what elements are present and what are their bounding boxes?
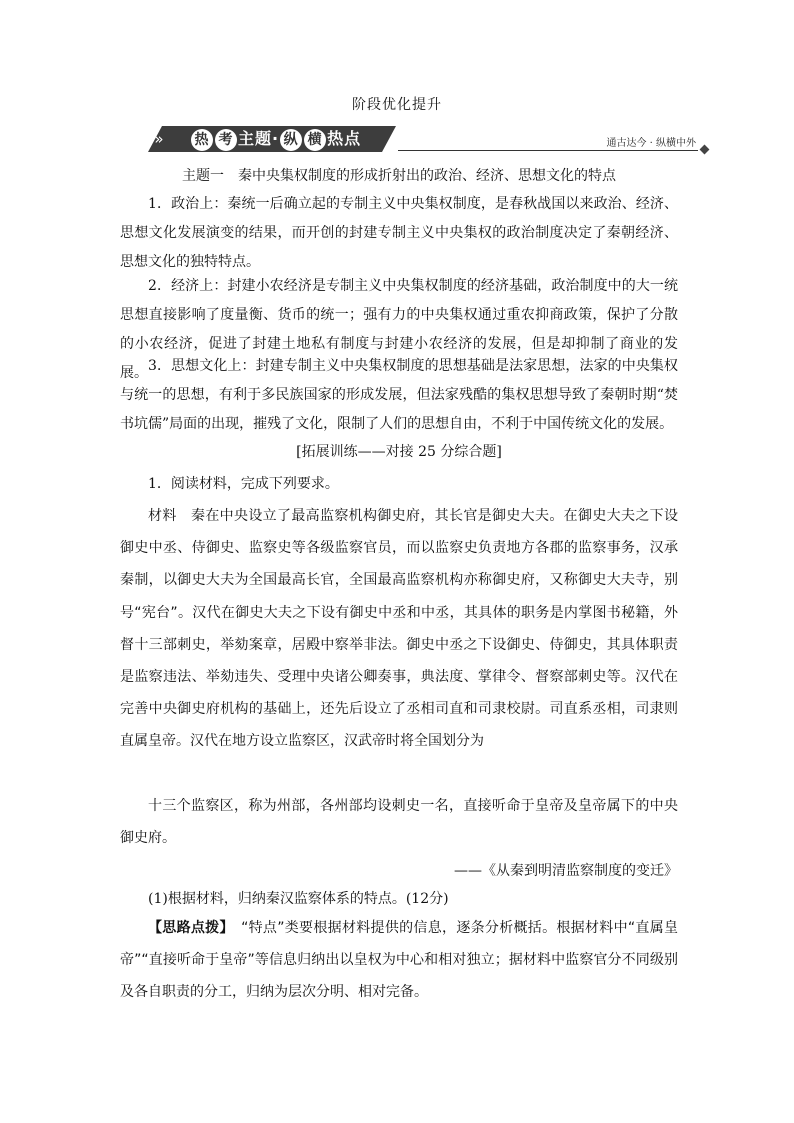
banner-char: 热点 [327,129,362,148]
banner-rule [398,150,698,151]
theme-title: 主题一 秦中央集权制度的形成折射出的政治、经济、思想文化的特点 [182,168,616,184]
point-economy: 2．经济上：封建小农经济是专制主义中央集权制度的经济基础，政治制度中的大一统思想直接影响了度量衡、货币的统一；强有力的中央集权通过重农抑商政策，保护了分散的小农经济，促进了封建土地私有制度与封建小农经济的发展，但是却抑制了商业的发展。 [120,278,678,381]
material-text: 秦在中央设立了最高监察机构御史府，其长官是御史大夫。在御史大夫之下设御史中丞、侍御史、监察史等各级监察官员，而以监察史负责地方各郡的监察事务，汉承秦制，以御史大夫为全国最高长官，全国最高监察机构亦称御史府，又称御史大夫寺，别号“宪台”。汉代在御史大夫之下设有御史中丞和中丞，其具体的职务是内掌图书秘籍，外督十三部刺史，举劾案章，居殿中察举非法。御史中丞之下设御史、侍御史，其具体职责是监察违法、举劾违失、受理中央诸公卿奏事，典法度、掌律令、督察部刺史等。汉代在完善中央御史府机构的基础上，还先后设立了丞相司直和司隶校尉。司直系丞相，司隶则直属皇帝。汉代在地方设立监察区，汉武帝时将全国划分为 [120,508,679,750]
double-chevron-icon: » [154,130,164,148]
material-label: 材料 [148,508,177,524]
stage-title: 阶段优化提升 [352,97,442,113]
material-source: ——《从秦到明清监察制度的变迁》 [454,863,678,879]
banner-right-label: 通古达今 · 纵横中外 [606,138,696,149]
hint-text: “特点”类要根据材料提供的信息，逐条分析概括。根据材料中“直属皇帝”“直接听命于皇帝”等信息归纳出以皇权为中心和相对独立；据材料中监察官分不同级别及各自职责的分工，归纳为层次分明、相对完备。 [120,920,679,1001]
hint-label: 【思路点拨】 [148,920,227,936]
point-politics: 1．政治上：秦统一后确立起的专制主义中央集权制度，是春秋战国以来政治、经济、思想文化发展演变的结果，而开创的封建专制主义中央集权的政治制度决定了秦朝经济、思想文化的独特特点。 [120,196,678,270]
banner-char-circle: 纵 [280,129,302,151]
sub-question: (1)根据材料，归纳秦汉监察体系的特点。(12分) [148,891,449,907]
material-block-2: 十三个监察区，称为州部，各州部均设刺史一名，直接听命于皇帝及皇帝属下的中央御史府。 [120,798,678,847]
diamond-icon [700,145,710,155]
question-text: 1．阅读材料，完成下列要求。 [148,476,339,492]
point-culture: 3．思想文化上：封建专制主义中央集权制度的思想基础是法家思想，法家的中央集权与统一的思想，有利于多民族国家的形成发展，但法家残酷的集权思想导致了秦朝时期“焚书坑儒”局面的出现，摧残了文化，限制了人们的思想自由，不利于中国传统文化的发展。 [120,358,678,432]
banner-char-circle: 热 [191,129,213,151]
material-block [120,500,678,758]
hint-block [120,912,678,1009]
section-banner [148,124,708,158]
extension-heading: [拓展训练——对接 25 分综合题] [296,444,502,460]
banner-char: 主题 [238,129,273,148]
banner-title [190,126,361,152]
banner-char-circle: 横 [304,129,326,151]
banner-dot: · [272,129,280,148]
banner-char-circle: 考 [215,129,237,151]
